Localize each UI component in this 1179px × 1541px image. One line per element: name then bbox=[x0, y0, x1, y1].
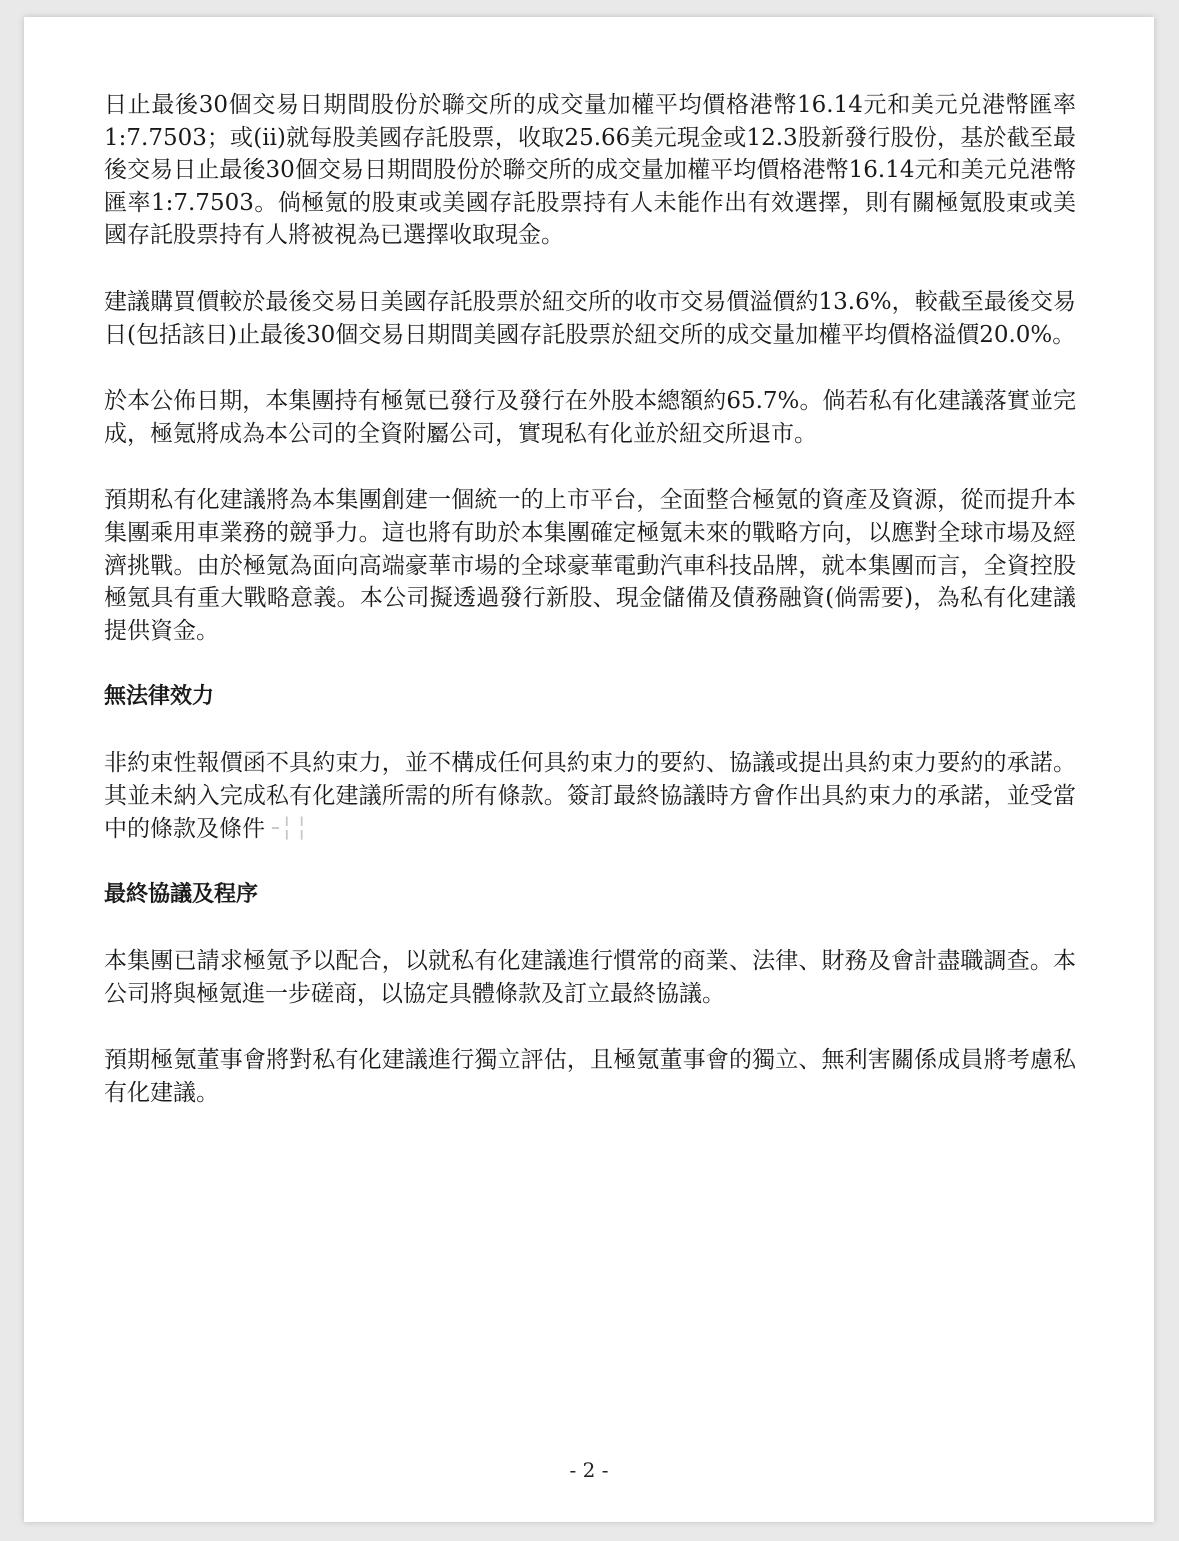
heading-no-legal-effect: 無法律效力 bbox=[104, 684, 215, 710]
heading-definitive-agreement: 最終協議及程序 bbox=[104, 882, 259, 908]
paragraph-premium: 建議購買價較於最後交易日美國存託股票於紐交所的收市交易價溢價約13.6%，較截至最後交易日(包括該日)止最後30個交易日期間美國存託股票於紐交所的成交量加權平均價格溢價20.0%。 bbox=[104, 288, 1076, 348]
paragraph-strategic-rationale: 預期私有化建議將為本集團創建一個統一的上市平台，全面整合極氪的資產及資源，從而提升本集團乘用車業務的競爭力。這也將有助於本集團確定極氪未來的戰略方向，以應對全球市場及經濟挑戰。由於極氪為面向高端豪華市場的全球豪華電動汽車科技品牌，就本集團而言，全資控股極氪具有重大戰略意義。本公司擬透過發行新股、現金儲備及債務融資(倘需要)，為私有化建議提供資金。 bbox=[104, 487, 1076, 644]
paragraph-offer-terms: 日止最後30個交易日期間股份於聯交所的成交量加權平均價格港幣16.14元和美元兑港幣匯率1:7.7503；或(ii)就每股美國存託股票，收取25.66美元現金或12.3股新發行股份，基於截至最後交易日止最後30個交易日期間股份於聯交所的成交量加權平均價格港幣16.14元和美元兑港幣匯率1:7.7503。倘極氪的股東或美國存託股票持有人未能作出有效選擇，則有關極氪股東或美國存託股票持有人將被視為已選擇收取現金。 bbox=[104, 92, 1076, 249]
faded-text-fragment: ╶╎╎ bbox=[265, 815, 310, 842]
paragraph-shareholding: 於本公佈日期，本集團持有極氪已發行及發行在外股本總額約65.7%。倘若私有化建議落實並完成，極氪將成為本公司的全資附屬公司，實現私有化並於紐交所退市。 bbox=[104, 388, 1076, 447]
paragraph-board-evaluation: 預期極氪董事會將對私有化建議進行獨立評估，且極氪董事會的獨立、無利害關係成員將考慮私有化建議。 bbox=[104, 1047, 1076, 1106]
page-number: - 2 - bbox=[569, 1458, 609, 1482]
paragraph-non-binding-text: 非約束性報價函不具約束力，並不構成任何具約束力的要約、協議或提出具約束力要約的承諾。其並未納入完成私有化建議所需的所有條款。簽訂最終協議時方會作出具約束力的承諾，並受當中的條款及條件 bbox=[104, 750, 1076, 842]
paragraph-due-diligence: 本集團已請求極氪予以配合，以就私有化建議進行慣常的商業、法律、財務及會計盡職調查。本公司將與極氪進一步磋商，以協定具體條款及訂立最終協議。 bbox=[104, 948, 1076, 1007]
document-page bbox=[24, 17, 1154, 1522]
document-body bbox=[104, 89, 1076, 1109]
paragraph-non-binding bbox=[104, 747, 1076, 845]
